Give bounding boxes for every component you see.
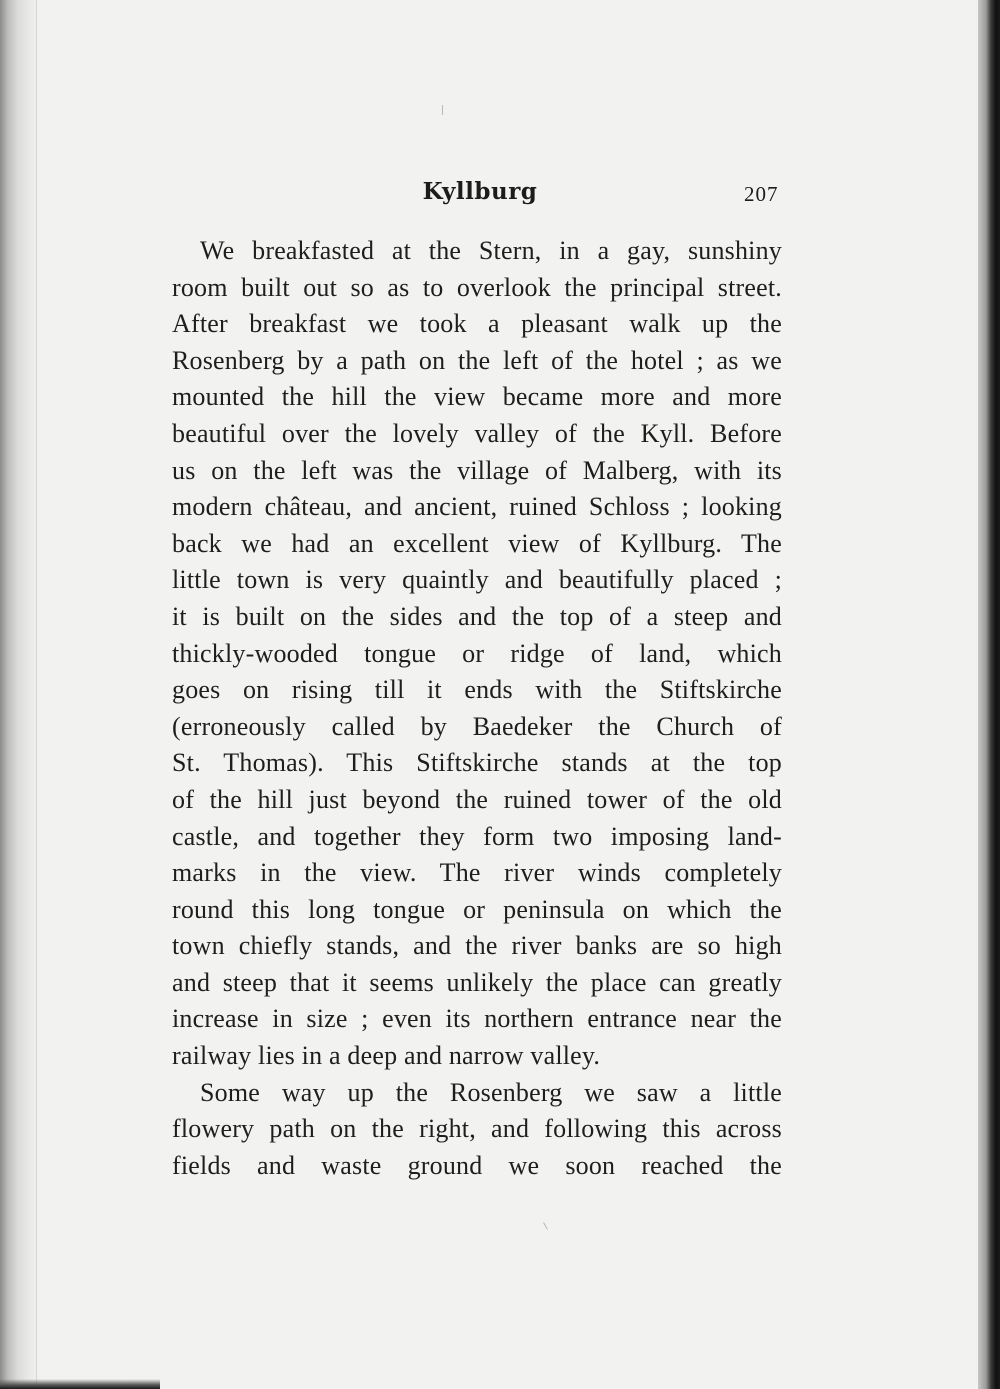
text-line: We breakfasted at the Stern, in a gay, sunshiny — [200, 236, 782, 265]
text-line: thickly-wooded tongue or ridge of land, which — [172, 638, 782, 668]
text-line: castle, and together they form two imposing land- — [172, 821, 782, 851]
text-line: increase in size ; even its northern entrance near the — [172, 1004, 782, 1034]
text-line: railway lies in a deep and narrow valley. — [172, 1041, 601, 1071]
text-line: and steep that it seems unlikely the place can greatly — [172, 967, 782, 997]
text-line: (erroneously called by Baedeker the Church of — [172, 711, 782, 741]
text-line: it is built on the sides and the top of a steep and — [172, 601, 782, 631]
text-line: little town is very quaintly and beautifully placed ; — [172, 565, 782, 595]
page-number: 207 — [744, 182, 779, 206]
text-line: Some way up the Rosenberg we saw a little — [200, 1077, 782, 1107]
text-line: modern château, and ancient, ruined Schloss ; looking — [172, 492, 782, 522]
text-line: flowery path on the right, and following this across — [172, 1114, 782, 1144]
text-line: mounted the hill the view became more and more — [172, 382, 782, 412]
text-line: back we had an excellent view of Kyllburg. The — [172, 528, 782, 558]
running-title: Kyllburg — [422, 178, 538, 205]
binding-gutter — [0, 0, 40, 1389]
paper-speck — [442, 105, 443, 115]
body-text — [172, 233, 782, 1184]
text-line: fields and waste ground we soon reached the — [172, 1150, 782, 1180]
gutter-fold-line — [36, 0, 37, 1389]
text-line: us on the left was the village of Malberg, with its — [172, 455, 782, 485]
text-line: goes on rising till it ends with the Stiftskirche — [172, 675, 782, 705]
text-line: After breakfast we took a pleasant walk up the — [172, 309, 782, 339]
page-bottom-shadow — [0, 1379, 160, 1389]
text-line: St. Thomas). This Stiftskirche stands at the top — [172, 748, 782, 778]
text-line: of the hill just beyond the ruined tower of the old — [172, 784, 782, 814]
page-right-edge — [978, 0, 1000, 1389]
text-line: room built out so as to overlook the principal street. — [172, 272, 782, 302]
text-line: Rosenberg by a path on the left of the hotel ; as we — [172, 345, 782, 375]
text-line: round this long tongue or peninsula on which the — [172, 894, 782, 924]
text-line: town chiefly stands, and the river banks are so high — [172, 931, 782, 961]
text-line: beautiful over the lovely valley of the Kyll. Before — [172, 418, 782, 448]
text-line: marks in the view. The river winds completely — [172, 858, 782, 888]
paper-speck — [543, 1222, 548, 1229]
